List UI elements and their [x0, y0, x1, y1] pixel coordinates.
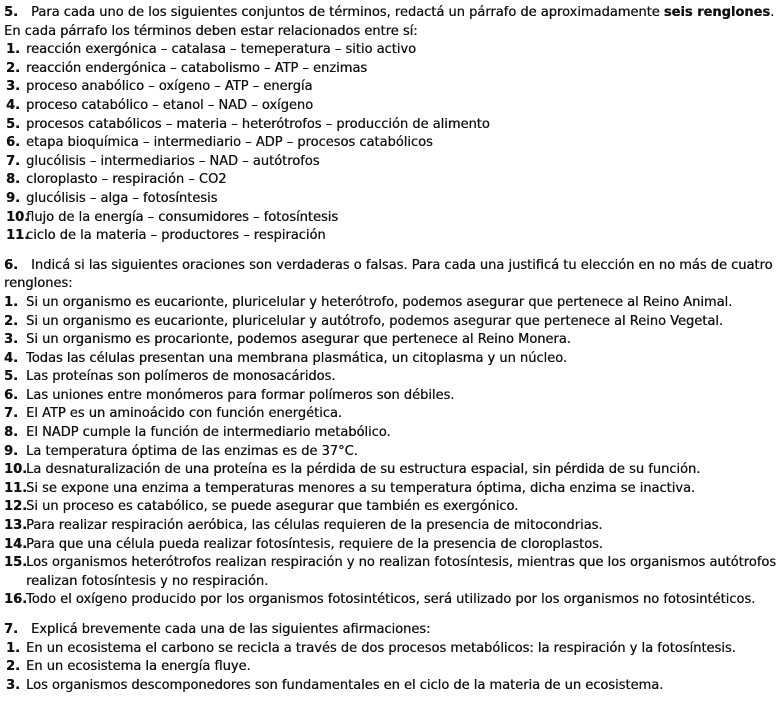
list-item — [4, 368, 778, 387]
list-item — [4, 640, 778, 659]
item-number: 13. — [4, 518, 28, 534]
item-text: Si se expone una enzima a temperaturas menores a su temperatura óptima, dicha enzima se inactiva. — [26, 480, 696, 496]
item-number: 14. — [4, 536, 28, 552]
item-number: 3. — [4, 332, 18, 348]
exercise-5-intro-bold: seis renglones — [663, 5, 771, 20]
list-item — [4, 313, 778, 332]
list-item — [4, 190, 778, 209]
item-number: 11. — [6, 228, 30, 244]
item-number: 6. — [4, 387, 18, 403]
item-number: 1. — [6, 640, 20, 656]
item-text: glucólisis – alga – fotosíntesis — [26, 190, 218, 206]
list-item — [4, 227, 778, 246]
item-text: procesos catabólicos – materia – heterótrofos – producción de alimento — [26, 116, 490, 132]
list-item — [4, 591, 778, 610]
exercise-7-number: 7. — [4, 622, 18, 637]
exercise-6-instructions — [4, 257, 778, 294]
item-text: La desnaturalización de una proteína es la pérdida de su estructura espacial, sin pérdida de su función. — [26, 462, 701, 478]
item-number: 7. — [6, 153, 20, 169]
exercise-6-intro-text: Indicá si las siguientes oraciones son verdaderas o falsas. Para cada una justificá tu elección en no más de cuatro renglones: — [4, 257, 773, 292]
item-number: 3. — [6, 677, 20, 693]
item-text: ciclo de la materia – productores – respiración — [26, 228, 326, 244]
item-number: 10. — [4, 462, 28, 478]
list-item — [4, 153, 778, 172]
item-number: 4. — [4, 350, 18, 366]
item-number: 11. — [4, 480, 28, 496]
list-item — [4, 536, 778, 555]
item-number: 12. — [4, 499, 28, 515]
list-item — [4, 171, 778, 190]
item-text: En un ecosistema el carbono se recicla a través de dos procesos metabólicos: la respiración y la fotosíntesis. — [26, 640, 736, 656]
exercise-5-number: 5. — [4, 5, 18, 20]
list-item — [4, 134, 778, 153]
item-text: proceso catabólico – etanol – NAD – oxígeno — [26, 97, 314, 113]
item-number: 2. — [4, 313, 18, 329]
exercise-7-intro-text: Explicá brevemente cada una de las siguientes afirmaciones: — [31, 622, 431, 637]
item-number: 8. — [4, 425, 18, 441]
list-item — [4, 461, 778, 480]
item-text: flujo de la energía – consumidores – fotosíntesis — [26, 209, 339, 225]
item-number: 8. — [6, 172, 20, 188]
exercise-5-list — [4, 41, 778, 246]
item-text: Si un organismo es eucarionte, pluricelular y heterótrofo, podemos asegurar que pertenece al Reino Animal. — [26, 294, 733, 310]
item-text: En un ecosistema la energía fluye. — [26, 659, 251, 675]
item-text: La temperatura óptima de las enzimas es de 37°C. — [26, 443, 358, 459]
item-number: 15. — [4, 555, 28, 571]
exercise-7 — [4, 621, 778, 695]
list-item — [4, 350, 778, 369]
list-item — [4, 78, 778, 97]
list-item — [4, 116, 778, 135]
item-text: reacción endergónica – catabolismo – ATP – enzimas — [26, 60, 368, 76]
list-item — [4, 97, 778, 116]
exercise-7-instructions — [4, 621, 778, 640]
list-item — [4, 498, 778, 517]
item-number: 5. — [6, 116, 20, 132]
item-text: Si un proceso es catabólico, se puede asegurar que también es exergónico. — [26, 499, 519, 515]
item-number: 1. — [6, 42, 20, 58]
item-number: 9. — [6, 190, 20, 206]
exercise-5-instructions — [4, 4, 778, 41]
list-item — [4, 677, 778, 696]
exercise-5-intro-tail: . En cada párrafo los términos deben estar relacionados entre sí: — [4, 5, 775, 39]
item-text: Todas las células presentan una membrana plasmática, un citoplasma y un núcleo. — [26, 350, 567, 366]
list-item — [4, 480, 778, 499]
item-text: cloroplasto – respiración – CO2 — [26, 172, 227, 188]
exercise-6-number: 6. — [4, 257, 18, 273]
item-number: 2. — [6, 60, 20, 76]
list-item — [4, 517, 778, 536]
list-item — [4, 294, 778, 313]
item-text: etapa bioquímica – intermediario – ADP – procesos catabólicos — [26, 135, 433, 151]
item-text: glucólisis – intermediarios – NAD – autótrofos — [26, 153, 320, 169]
item-text: Los organismos heterótrofos realizan respiración y no realizan fotosíntesis, mientras que los organismos autótrofos realizan fotosíntesis y no respiración. — [26, 555, 777, 589]
item-number: 4. — [6, 97, 20, 113]
item-text: Para realizar respiración aeróbica, las células requieren de la presencia de mitocondrias. — [26, 518, 603, 534]
item-number: 6. — [6, 135, 20, 151]
item-number: 3. — [6, 79, 20, 95]
list-item — [4, 405, 778, 424]
list-item — [4, 424, 778, 443]
item-text: Todo el oxígeno producido por los organismos fotosintéticos, será utilizado por los organismos no fotosintéticos. — [26, 592, 756, 608]
worksheet-page — [4, 4, 778, 695]
list-item — [4, 41, 778, 60]
list-item — [4, 60, 778, 79]
item-text: Si un organismo es procarionte, podemos asegurar que pertenece al Reino Monera. — [26, 332, 571, 348]
item-number: 16. — [4, 592, 28, 608]
item-number: 10. — [6, 209, 30, 225]
list-item — [4, 387, 778, 406]
list-item — [4, 658, 778, 677]
item-text: Para que una célula pueda realizar fotosíntesis, requiere de la presencia de cloroplastos. — [26, 536, 603, 552]
item-text: reacción exergónica – catalasa – temeperatura – sitio activo — [26, 42, 417, 58]
exercise-6 — [4, 257, 778, 610]
item-text: Los organismos descomponedores son fundamentales en el ciclo de la materia de un ecosistema. — [26, 677, 664, 693]
item-text: Las proteínas son polímeros de monosacáridos. — [26, 369, 336, 385]
item-number: 7. — [4, 406, 18, 422]
item-number: 9. — [4, 443, 18, 459]
exercise-5-intro-text: Para cada uno de los siguientes conjuntos de términos, redactá un párrafo de aproximadamente — [31, 5, 664, 20]
item-text: Las uniones entre monómeros para formar polímeros son débiles. — [26, 387, 455, 403]
exercise-6-list — [4, 294, 778, 610]
list-item — [4, 443, 778, 462]
list-item — [4, 554, 778, 591]
list-item — [4, 209, 778, 228]
item-number: 1. — [4, 294, 18, 310]
item-text: proceso anabólico – oxígeno – ATP – energía — [26, 79, 313, 95]
item-number: 2. — [6, 659, 20, 675]
item-text: El NADP cumple la función de intermediario metabólico. — [26, 425, 391, 441]
item-text: Si un organismo es eucarionte, pluricelular y autótrofo, podemos asegurar que pertenece al Reino Vegetal. — [26, 313, 723, 329]
list-item — [4, 331, 778, 350]
item-text: El ATP es un aminoácido con función energética. — [26, 406, 342, 422]
item-number: 5. — [4, 369, 18, 385]
exercise-7-list — [4, 640, 778, 696]
exercise-5 — [4, 4, 778, 246]
